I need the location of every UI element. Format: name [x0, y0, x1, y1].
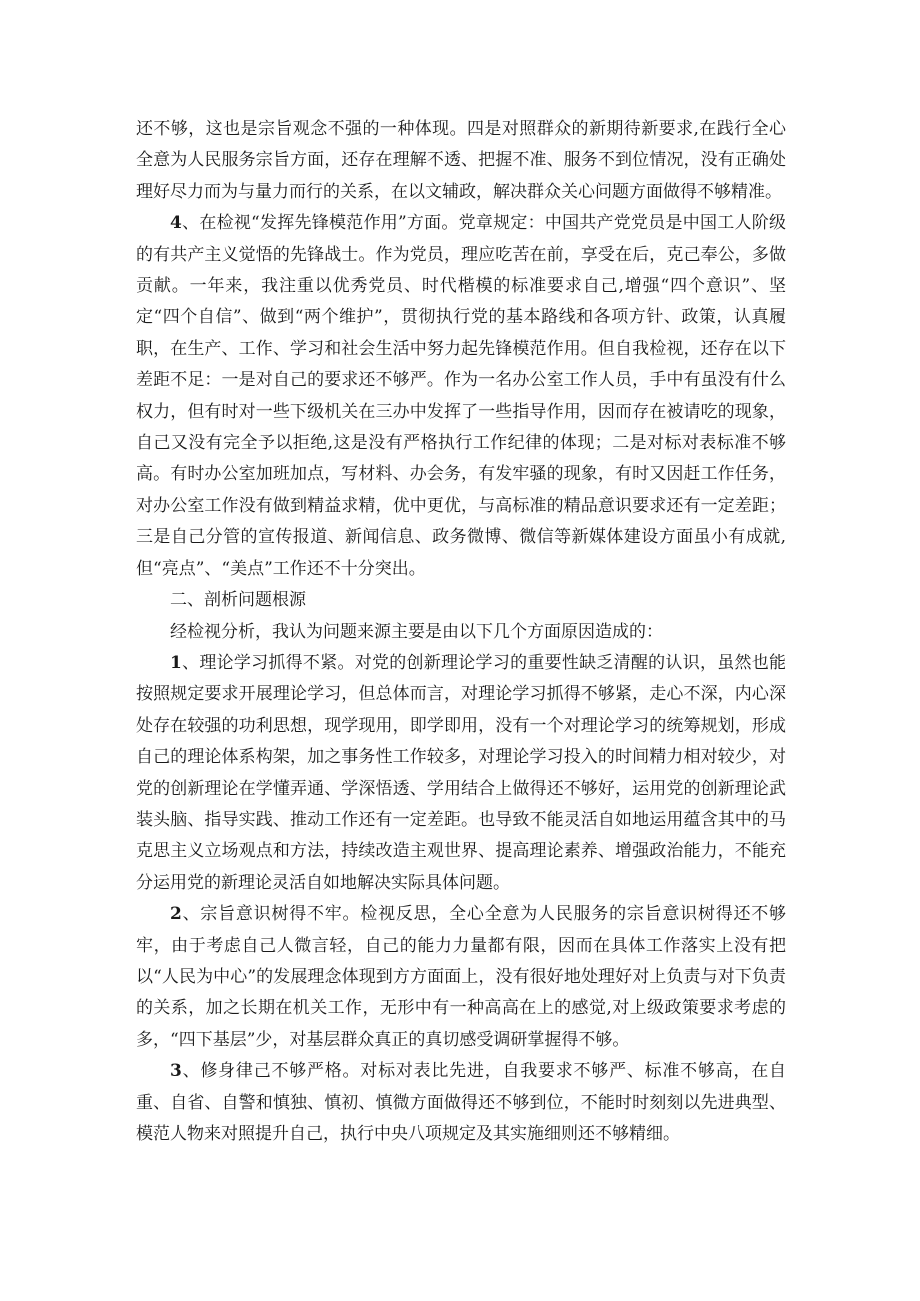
- paragraph-text: 还不够，这也是宗旨观念不强的一种体现。四是对照群众的新期待新要求,在践行全心全意为人民服务宗旨方面，还存在理解不透、把握不准、服务不到位情况，没有正确处理好尽力而为与量力而行的关系，在以文辅政，解决群众关心问题方面做得不够精准。: [136, 119, 786, 202]
- item-number: 2: [170, 904, 182, 925]
- item-number: 1: [170, 652, 182, 673]
- paragraph-item-1: [136, 648, 786, 899]
- paragraph-text: 经检视分析，我认为问题来源主要是由以下几个方面原因造成的：: [170, 621, 663, 642]
- paragraph-continuation: [136, 114, 786, 208]
- paragraph-intro: [136, 617, 786, 648]
- paragraph-text: 、理论学习抓得不紧。对党的创新理论学习的重要性缺乏清醒的认识，虽然也能按照规定要求开展理论学习，但总体而言，对理论学习抓得不够紧，走心不深，内心深处存在较强的功利思想，现学现用，即学即用，没有一个对理论学习的统筹规划，形成自己的理论体系构架，加之事务性工作较多，对理论学习投入的时间精力相对较少，对党的创新理论在学懂弄通、学深悟透、学用结合上做得还不够好，运用党的创新理论武装头脑、指导实践、推动工作还有一定差距。也导致不能灵活自如地运用蕴含其中的马克思主义立场观点和方法，持续改造主观世界、提高理论素养、增强政治能力，不能充分运用党的新理论灵活自如地解决实际具体问题。: [136, 652, 786, 893]
- paragraph-item-4: [136, 208, 786, 585]
- paragraph-text: 、修身律己不够严格。对标对表比先进，自我要求不够严、标准不够高，在自重、自省、自警和慎独、慎初、慎微方面做得还不够到位，不能时时刻刻以先进典型、模范人物来对照提升自己，执行中央八项规定及其实施细则还不够精细。: [136, 1061, 786, 1144]
- paragraph-item-3: [136, 1056, 786, 1150]
- paragraph-text: 、在检视“发挥先锋模范作用”方面。党章规定：中国共产党党员是中国工人阶级的有共产主义觉悟的先锋战士。作为党员，理应吃苦在前，享受在后，克己奉公，多做贡献。一年来，我注重以优秀党员、时代楷模的标准要求自己,增强“四个意识”、坚定“四个自信”、做到“两个维护”，贯彻执行党的基本路线和各项方针、政策，认真履职，在生产、工作、学习和社会生活中努力起先锋模范作用。但自我检视，还存在以下差距不足：一是对自己的要求还不够严。作为一名办公室工作人员，手中有虽没有什么权力，但有时对一些下级机关在三办中发挥了一些指导作用，因而存在被请吃的现象，自己又没有完全予以拒绝,这是没有严格执行工作纪律的体现；二是对标对表标准不够高。有时办公室加班加点，写材料、办会务，有发牢骚的现象，有时又因赶工作任务，对办公室工作没有做到精益求精，优中更优，与高标准的精品意识要求还有一定差距；三是自己分管的宣传报道、新闻信息、政务微博、微信等新媒体建设方面虽小有成就,但“亮点”、“美点”工作还不十分突出。: [136, 213, 786, 579]
- item-number: 3: [170, 1061, 182, 1082]
- paragraph-item-2: [136, 899, 786, 1056]
- paragraph-text: 、宗旨意识树得不牢。检视反思，全心全意为人民服务的宗旨意识树得还不够牢，由于考虑自己人微言轻，自己的能力力量都有限，因而在具体工作落实上没有把以“人民为中心”的发展理念体现到方方面面上，没有很好地处理好对上负责与对下负责的关系，加之长期在机关工作，无形中有一种高高在上的感觉,对上级政策要求考虑的多，“四下基层”少，对基层群众真正的真切感受调研掌握得不够。: [136, 904, 786, 1050]
- section-heading: [136, 585, 786, 616]
- item-number: 4: [170, 213, 182, 234]
- heading-text: 二、剖析问题根源: [170, 590, 306, 611]
- document-page: [136, 114, 786, 1150]
